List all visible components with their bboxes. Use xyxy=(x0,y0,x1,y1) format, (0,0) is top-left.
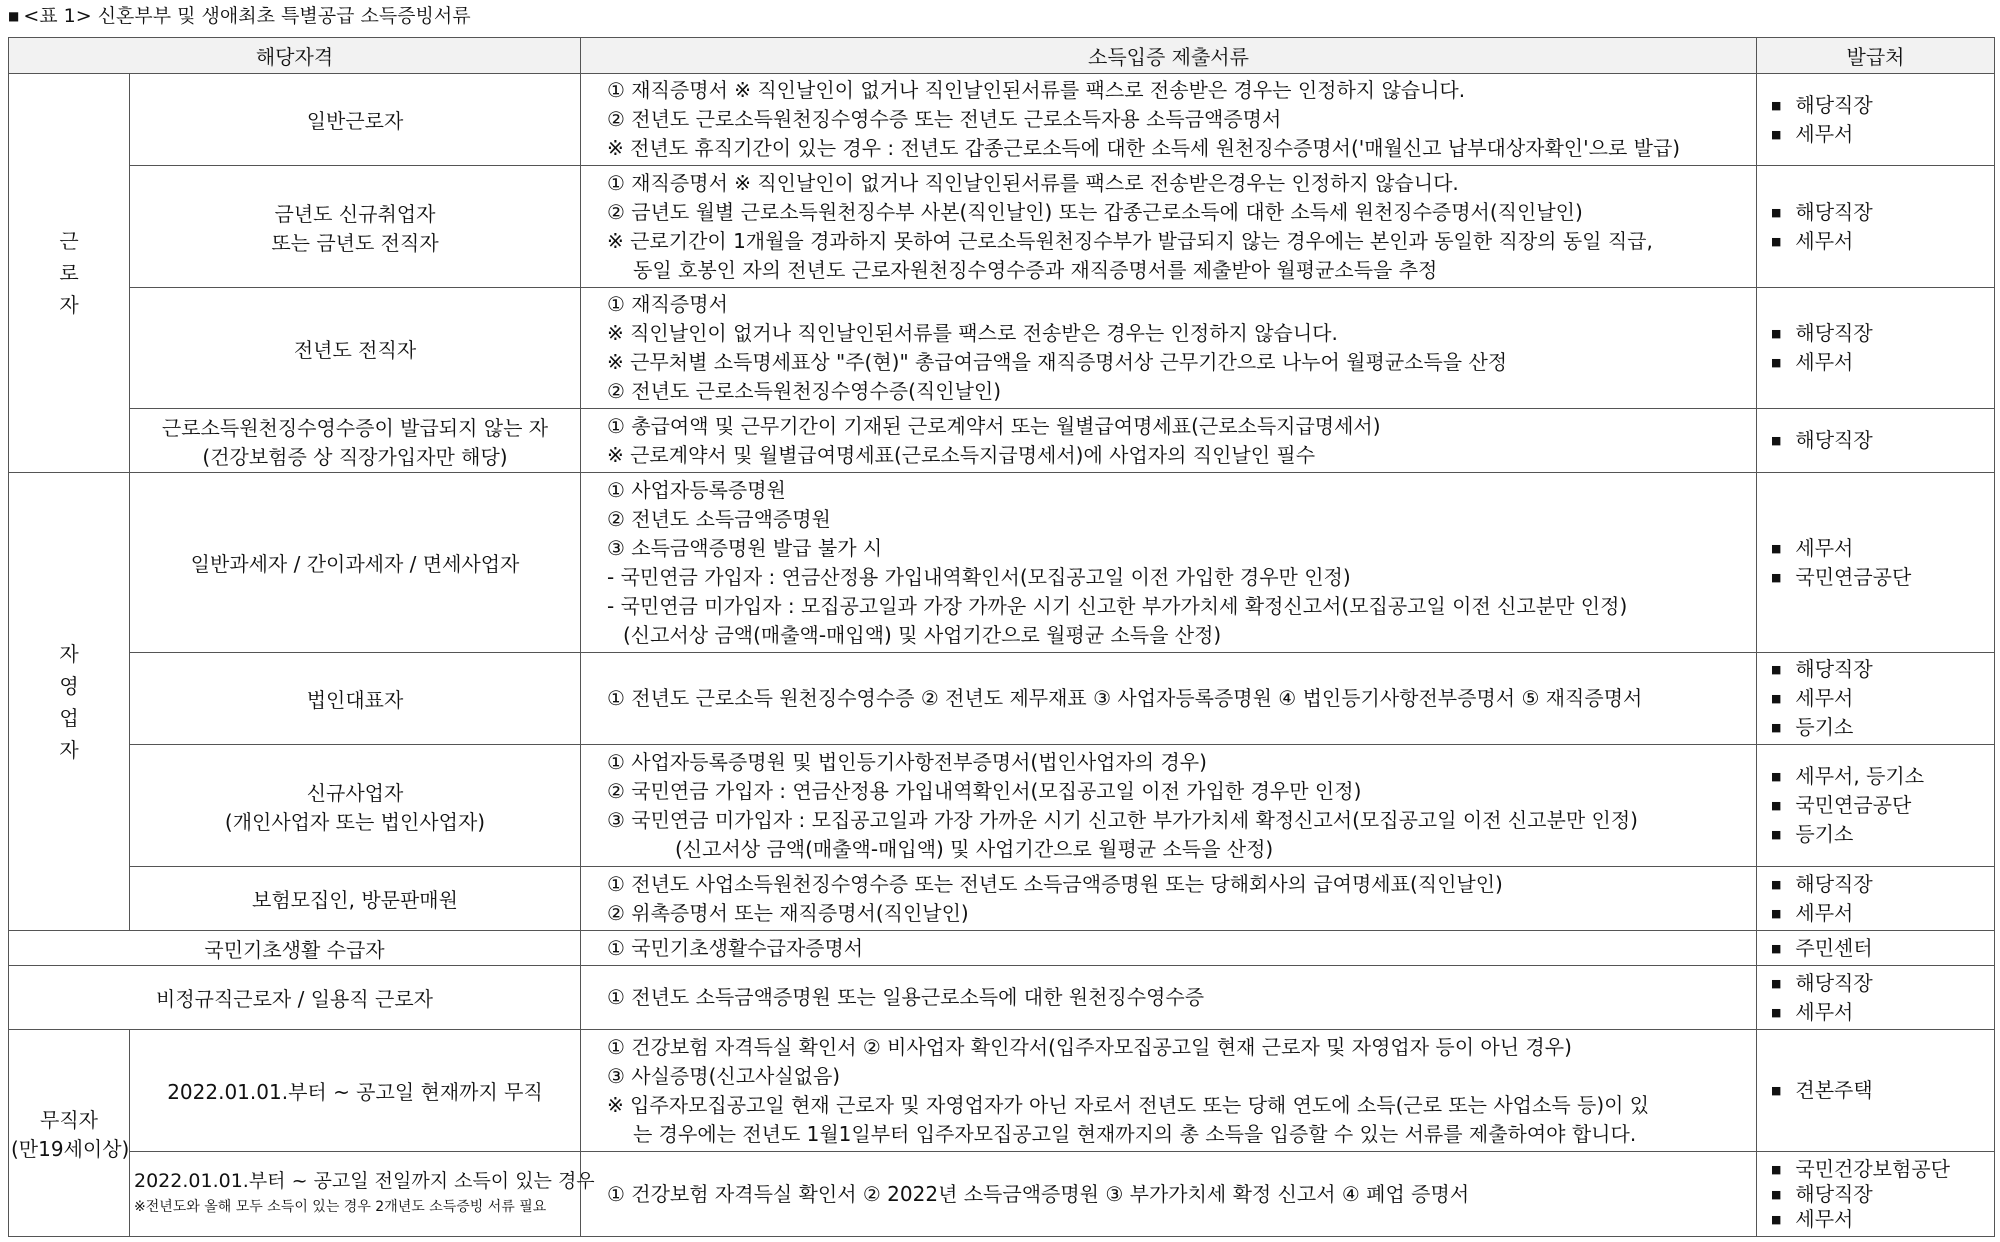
issuer-unemployed-no-income: ■ 견본주택 xyxy=(1757,1030,1995,1152)
issuer-corp-rep: ■ 해당직장 ■ 세무서 ■ 등기소 xyxy=(1757,653,1995,745)
table-header-row xyxy=(9,38,1995,74)
table-row xyxy=(9,867,1995,931)
header-qualification: 해당자격 xyxy=(9,38,581,74)
issuer-prev-year-changer: ■ 해당직장 ■ 세무서 xyxy=(1757,288,1995,409)
table-row xyxy=(9,288,1995,409)
header-documents: 소득입증 제출서류 xyxy=(581,38,1757,74)
caption-text: <표 1> 신혼부부 및 생애최초 특별공급 소득증빙서류 xyxy=(23,5,471,27)
qualification-new-business: 신규사업자 (개인사업자 또는 법인사업자) xyxy=(130,745,581,867)
qualification-new-worker: 금년도 신규취업자 또는 금년도 전직자 xyxy=(130,166,581,288)
table-row xyxy=(9,966,1995,1030)
qualification-unemployed-no-income: 2022.01.01.부터 ~ 공고일 현재까지 무직 xyxy=(130,1030,581,1152)
documents-new-worker: ① 재직증명서 ※ 직인날인이 없거나 직인날인된서류를 팩스로 전송받은경우는 인정하지 않습니다. ② 금년도 월별 근로소득원천징수부 사본(직인날인) 또는 갑종근로소득에 대한 소득세 원천징수증명서(직인날인) ※ 근로기간이 1개월을 경과하지 못하여 근로소득원천징수부가 발급되지 않는 경우에는 본인과 동일한 직장의 동일 직급, 동일 호봉인 자의 전년도 근로자원천징수영수증과 재직증명서를 제출받아 월평균소득을 추정 xyxy=(581,166,1757,288)
issuer-insurance: ■ 해당직장 ■ 세무서 xyxy=(1757,867,1995,931)
category-worker: 근 로 자 xyxy=(9,74,130,473)
qualification-corp-rep: 법인대표자 xyxy=(130,653,581,745)
documents-corp-rep: ① 전년도 근로소득 원천징수영수증 ② 전년도 제무재표 ③ 사업자등록증명원 ④ 법인등기사항전부증명서 ⑤ 재직증명서 xyxy=(581,653,1757,745)
issuer-basic-livelihood: ■ 주민센터 xyxy=(1757,931,1995,966)
category-self-employed: 자 영 업 자 xyxy=(9,473,130,931)
qualification-general-worker: 일반근로자 xyxy=(130,74,581,166)
square-bullet-icon: ■ xyxy=(8,9,20,23)
documents-prev-year-changer: ① 재직증명서 ※ 직인날인이 없거나 직인날인된서류를 팩스로 전송받은 경우는 인정하지 않습니다. ※ 근무처별 소득명세표상 "주(현)" 총급여금액을 재직증명서상 근무기간으로 나누어 월평균소득을 산정 ② 전년도 근로소득원천징수영수증(직인날인) xyxy=(581,288,1757,409)
documents-no-withholding: ① 총급여액 및 근무기간이 기재된 근로계약서 또는 월별급여명세표(근로소득지급명세서) ※ 근로계약서 및 월별급여명세표(근로소득지급명세서)에 사업자의 직인날인 필수 xyxy=(581,409,1757,473)
documents-insurance: ① 전년도 사업소득원천징수영수증 또는 전년도 소득금액증명원 또는 당해회사의 급여명세표(직인날인) ② 위촉증명서 또는 재직증명서(직인날인) xyxy=(581,867,1757,931)
table-row xyxy=(9,473,1995,653)
category-unemployed: 무직자 (만19세이상) xyxy=(9,1030,130,1237)
documents-new-business: ① 사업자등록증명원 및 법인등기사항전부증명서(법인사업자의 경우) ② 국민연금 가입자 : 연금산정용 가입내역확인서(모집공고일 이전 가입한 경우만 인정) ③ 국민연금 미가입자 : 모집공고일과 가장 가까운 시기 신고한 부가가치세 확정신고서(모집공고일 이전 신고분만 인정) (신고서상 금액(매출액-매입액) 및 사업기간으로 월평균 소득을 산정) xyxy=(581,745,1757,867)
table-row xyxy=(9,166,1995,288)
issuer-irregular: ■ 해당직장 ■ 세무서 xyxy=(1757,966,1995,1030)
documents-general-worker: ① 재직증명서 ※ 직인날인이 없거나 직인날인된서류를 팩스로 전송받은 경우는 인정하지 않습니다. ② 전년도 근로소득원천징수영수증 또는 전년도 근로소득자용 소득금액증명서 ※ 전년도 휴직기간이 있는 경우 : 전년도 갑종근로소득에 대한 소득세 원천징수증명서('매월신고 납부대상자확인'으로 발급) xyxy=(581,74,1757,166)
issuer-unemployed-with-income: ■ 국민건강보험공단 ■ 해당직장 ■ 세무서 xyxy=(1757,1152,1995,1237)
documents-unemployed-with-income: ① 건강보험 자격득실 확인서 ② 2022년 소득금액증명원 ③ 부가가치세 확정 신고서 ④ 폐업 증명서 xyxy=(581,1152,1757,1237)
table-row xyxy=(9,1152,1995,1237)
table-row xyxy=(9,74,1995,166)
documents-irregular: ① 전년도 소득금액증명원 또는 일용근로소득에 대한 원천징수영수증 xyxy=(581,966,1757,1030)
issuer-general-taxpayer: ■ 세무서 ■ 국민연금공단 xyxy=(1757,473,1995,653)
documents-basic-livelihood: ① 국민기초생활수급자증명서 xyxy=(581,931,1757,966)
table-row xyxy=(9,409,1995,473)
table-row xyxy=(9,1030,1995,1152)
income-proof-table xyxy=(8,37,1995,1237)
qualification-prev-year-changer: 전년도 전직자 xyxy=(130,288,581,409)
qualification-basic-livelihood: 국민기초생활 수급자 xyxy=(9,931,581,966)
qualification-irregular: 비정규직근로자 / 일용직 근로자 xyxy=(9,966,581,1030)
documents-unemployed-no-income: ① 건강보험 자격득실 확인서 ② 비사업자 확인각서(입주자모집공고일 현재 근로자 및 자영업자 등이 아닌 경우) ③ 사실증명(신고사실없음) ※ 입주자모집공고일 현재 근로자 및 자영업자가 아닌 자로서 전년도 또는 당해 연도에 소득(근로 또는 사업소득 등)이 있 는 경우에는 전년도 1월1일부터 입주자모집공고일 현재까지의 총 소득을 입증할 수 있는 서류를 제출하여야 합니다. xyxy=(581,1030,1757,1152)
table-row xyxy=(9,745,1995,867)
table-row xyxy=(9,931,1995,966)
header-issuer: 발급처 xyxy=(1757,38,1995,74)
qualification-no-withholding: 근로소득원천징수영수증이 발급되지 않는 자 (건강보험증 상 직장가입자만 해당) xyxy=(130,409,581,473)
issuer-new-worker: ■ 해당직장 ■ 세무서 xyxy=(1757,166,1995,288)
table-caption xyxy=(8,4,471,28)
documents-general-taxpayer: ① 사업자등록증명원 ② 전년도 소득금액증명원 ③ 소득금액증명원 발급 불가 시 - 국민연금 가입자 : 연금산정용 가입내역확인서(모집공고일 이전 가입한 경우만 인정) - 국민연금 미가입자 : 모집공고일과 가장 가까운 시기 신고한 부가가치세 확정신고서(모집공고일 이전 신고분만 인정) (신고서상 금액(매출액-매입액) 및 사업기간으로 월평균 소득을 산정) xyxy=(581,473,1757,653)
issuer-new-business: ■ 세무서, 등기소 ■ 국민연금공단 ■ 등기소 xyxy=(1757,745,1995,867)
issuer-general-worker: ■ 해당직장 ■ 세무서 xyxy=(1757,74,1995,166)
qualification-general-taxpayer: 일반과세자 / 간이과세자 / 면세사업자 xyxy=(130,473,581,653)
qualification-unemployed-with-income: 2022.01.01.부터 ~ 공고일 전일까지 소득이 있는 경우 ※전년도와 올해 모두 소득이 있는 경우 2개년도 소득증빙 서류 필요 xyxy=(130,1152,581,1237)
issuer-no-withholding: ■ 해당직장 xyxy=(1757,409,1995,473)
qualification-insurance: 보험모집인, 방문판매원 xyxy=(130,867,581,931)
table-row xyxy=(9,653,1995,745)
